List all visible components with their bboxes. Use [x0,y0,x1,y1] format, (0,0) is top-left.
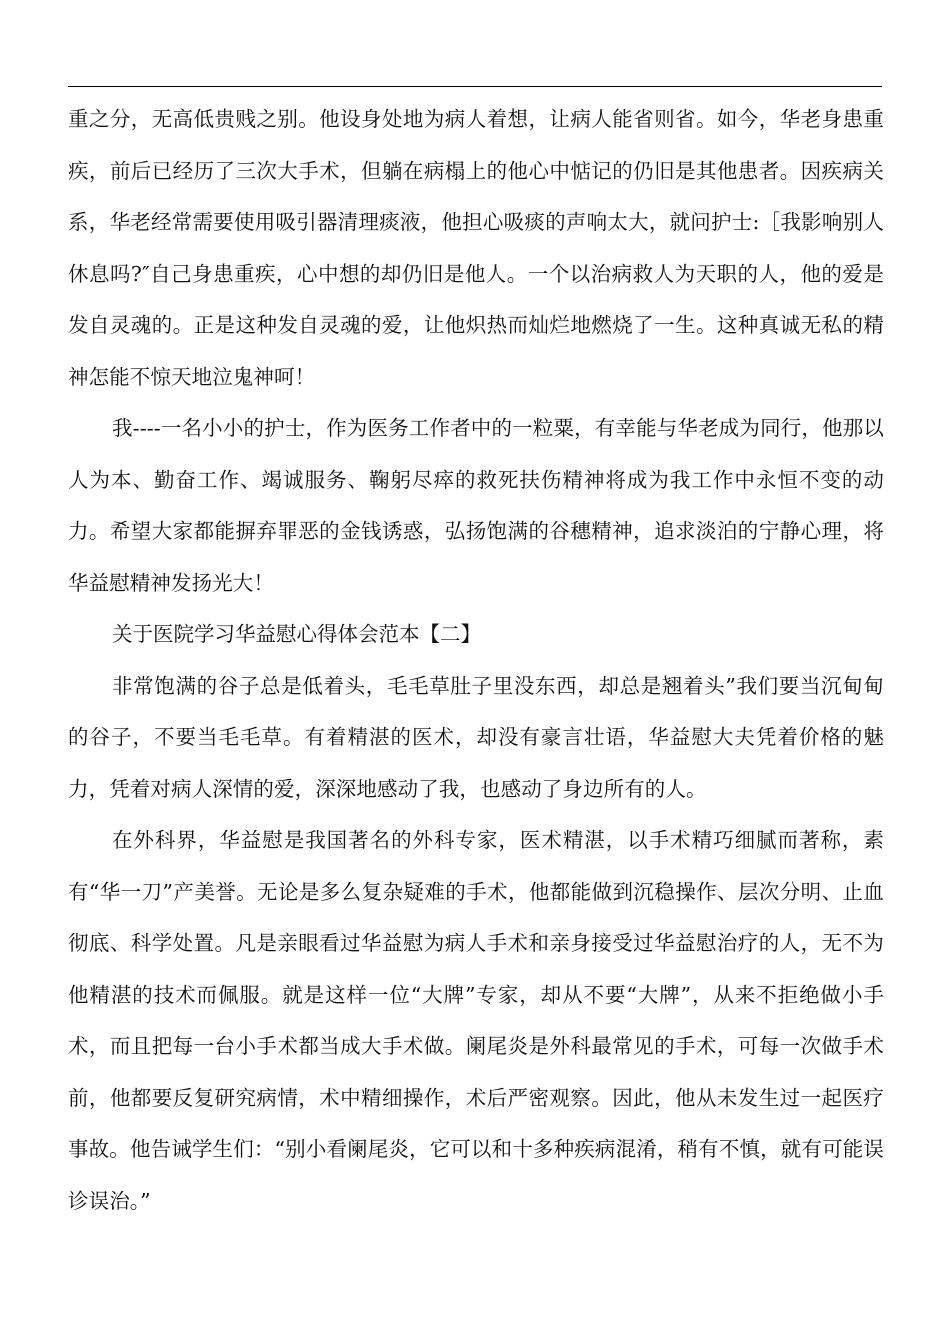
paragraph-continued: 重之分，无高低贵贱之别。他设身处地为病人着想，让病人能省则省。如今，华老身患重疾，前后已经历了三次大手术，但躺在病榻上的他心中惦记的仍旧是其他患者。因疾病关系，华老经常需要使用吸引器清理痰液，他担心吸痰的声响太大，就问护士:［我影响别人休息吗?″自己身患重疾，心中想的却仍旧是他人。一个以治病救人为天职的人，他的爱是发自灵魂的。正是这种发自灵魂的爱，让他炽热而灿烂地燃烧了一生。这种真诚无私的精神怎能不惊天地泣鬼神呵！ [68,107,884,389]
section-heading: 关于医院学习华益慰心得体会范本【二】 [112,622,481,646]
paragraph-grain-metaphor: 非常饱满的谷子总是低着头，毛毛草肚子里没东西，却总是翘着头”我们要当沉甸甸的谷子，不要当毛毛草。有着精湛的医术，却没有豪言壮语，华益慰大夫凭着价格的魅力，凭着对病人深情的爱，深深地感动了我，也感动了身边所有的人。 [68,673,884,801]
document-body [68,94,884,1227]
paragraph-nurse-reflection: 我----一名小小的护士，作为医务工作者中的一粒粟，有幸能与华老成为同行，他那以人为本、勤奋工作、竭诚服务、鞠躬尽瘁的救死扶伤精神将成为我工作中永恒不变的动力。希望大家都能摒弃罪恶的金钱诱惑，弘扬饱满的谷穗精神，追求淡泊的宁静心理，将华益慰精神发扬光大！ [68,416,884,595]
paragraph-surgical-expertise: 在外科界，华益慰是我国著名的外科专家，医术精湛，以手术精巧细腻而著称，素有“华一刀”产美誉。无论是多么复杂疑难的手术，他都能做到沉稳操作、层次分明、止血彻底、科学处置。凡是亲眼看过华益慰为病人手术和亲身接受过华益慰治疗的人，无不为他精湛的技术而佩服。就是这样一位“大牌”专家，却从不要“大牌”，从来不拒绝做小手术，而且把每一台小手术都当成大手术做。阑尾炎是外科最常见的手术，可每一次做手术前，他都要反复研究病情，术中精细操作，术后严密观察。因此，他从未发生过一起医疗事故。他告诫学生们：“别小看阑尾炎，它可以和十多种疾病混淆，稍有不慎，就有可能误诊误治。” [68,828,884,1213]
header-rule [68,86,882,87]
